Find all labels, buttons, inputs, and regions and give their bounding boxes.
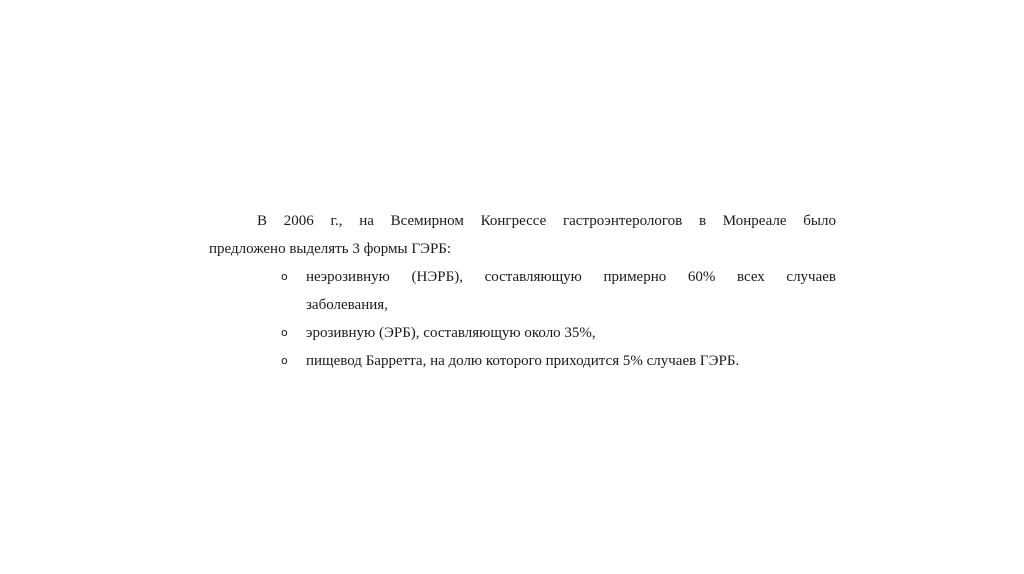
list-item xyxy=(209,319,836,347)
forms-list xyxy=(209,263,836,375)
bullet-circle-icon: o xyxy=(281,354,288,367)
list-item-line-2: заболевания, xyxy=(306,297,388,313)
list-item-line-1: неэрозивную (НЭРБ), составляющую примерно 60% всех случаев xyxy=(306,269,836,285)
bullet-circle-icon: o xyxy=(281,326,288,339)
list-item-text: эрозивную (ЭРБ), составляющую около 35%, xyxy=(306,325,596,341)
list-item-text: пищевод Барретта, на долю которого приходится 5% случаев ГЭРБ. xyxy=(306,353,740,369)
intro-line-1: В 2006 г., на Всемирном Конгрессе гастроэнтерологов в Монреале было xyxy=(257,213,836,229)
list-item xyxy=(209,263,836,319)
list-item xyxy=(209,347,836,375)
intro-line-2: предложено выделять 3 формы ГЭРБ: xyxy=(209,241,452,257)
bullet-circle-icon: o xyxy=(281,270,288,283)
intro-paragraph xyxy=(209,207,836,235)
text-block xyxy=(209,207,836,375)
